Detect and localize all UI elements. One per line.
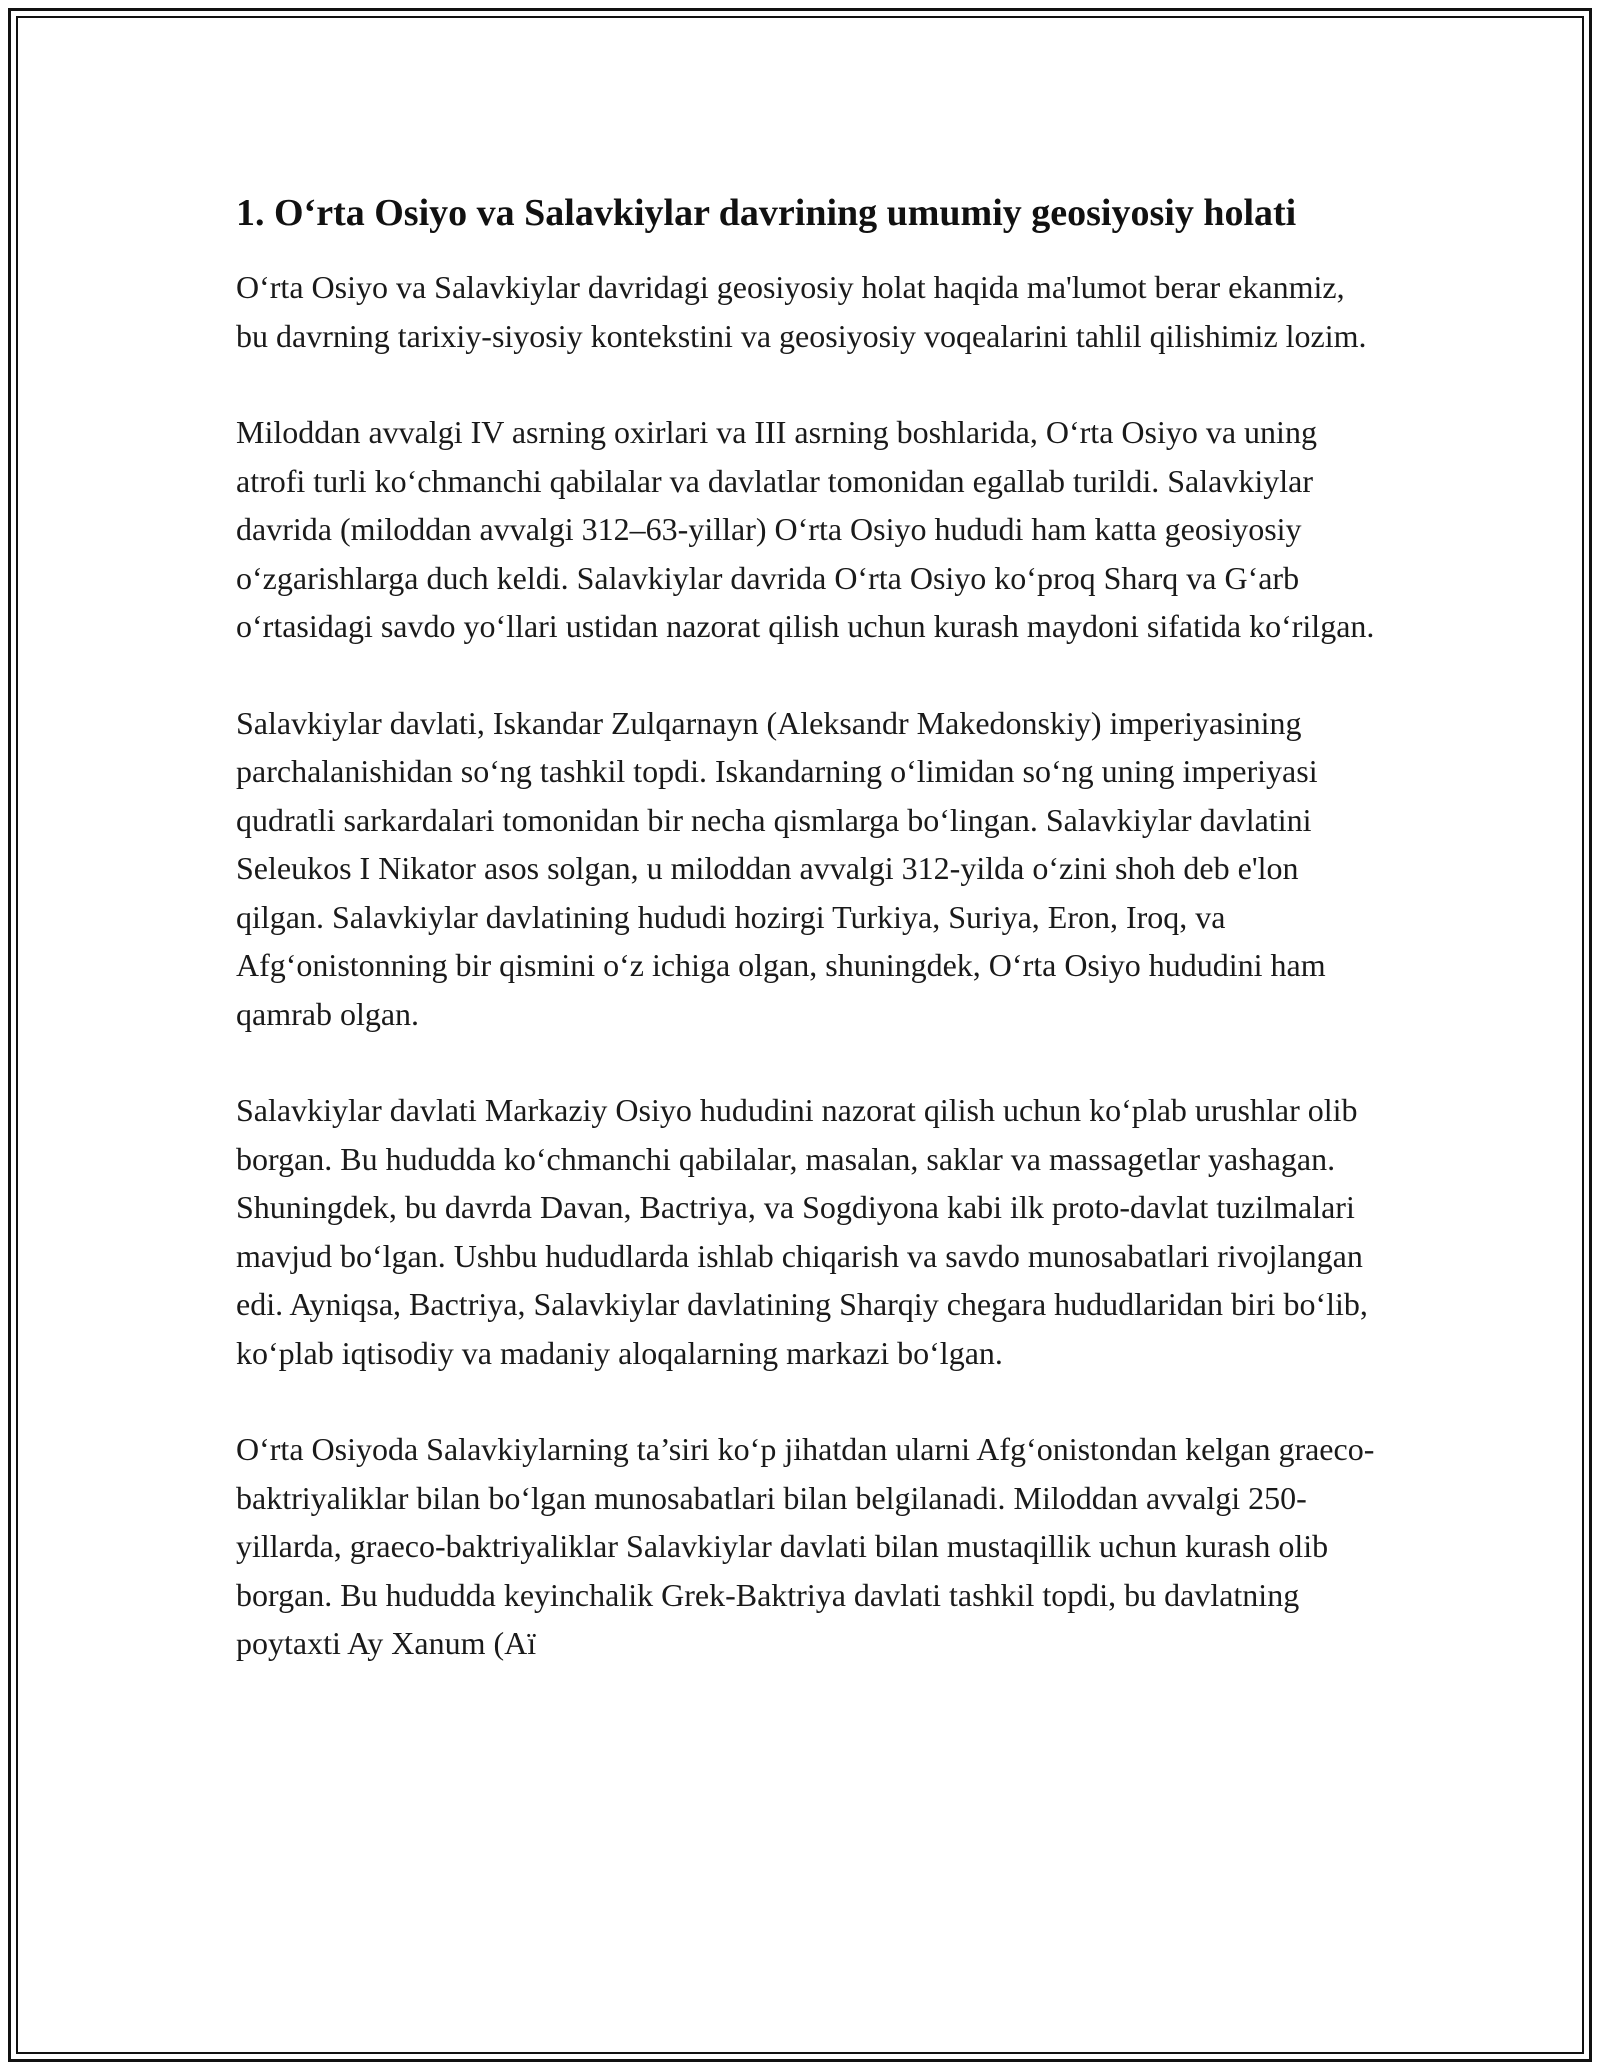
paragraph-intro: O‘rta Osiyo va Salavkiylar davridagi geosiyosiy holat haqida ma'lumot berar ekanmiz, bu davrning tarixiy-siyosiy kontekstini va geosiyosiy voqealarini tahlil qilishimiz lozim. bbox=[236, 269, 1367, 354]
paragraph-seleucid-state: Salavkiylar davlati, Iskandar Zulqarnayn (Aleksandr Makedonskiy) imperiyasining parchalanishidan so‘ng tashkil topdi. Iskandarning o‘limidan so‘ng uning imperiyasi qudratli sarkardalari tomonidan bir necha qismlarga bo‘lingan. Salavkiylar davlatini Seleukos I Nikator asos solgan, u miloddan avvalgi 312-yilda o‘zini shoh deb e'lon qilgan. Salavkiylar davlatining hududi hozirgi Turkiya, Suriya, Eron, Iroq, va Afg‘onistonning bir qismini o‘z ichiga olgan, shuningdek, O‘rta Osiyo hududini ham qamrab olgan. bbox=[236, 704, 1326, 1032]
paragraph-graeco-bactrians: O‘rta Osiyoda Salavkiylarning ta’siri ko‘p jihatdan ularni Afg‘onistondan kelgan graeco-baktriyaliklar bilan bo‘lgan munosabatlari bilan belgilanadi. Miloddan avvalgi 250-yillarda, graeco-baktriyaliklar Salavkiylar davlati bilan mustaqillik uchun kurash olib borgan. Bu hududda keyinchalik Grek-Baktriya davlati tashkil topdi, bu davlatning poytaxti Ay Xanum (Aï bbox=[236, 1431, 1375, 1661]
document-page bbox=[236, 186, 1376, 1716]
section-title: 1. O‘rta Osiyo va Salavkiylar davrining umumiy geosiyosiy holati bbox=[236, 192, 1297, 234]
paragraph-seleucid-period: Miloddan avvalgi IV asrning oxirlari va III asrning boshlarida, O‘rta Osiyo va uning atrofi turli ko‘chmanchi qabilalar va davlatlar tomonidan egallab turildi. Salavkiylar davrida (miloddan avvalgi 312–63-yillar) O‘rta Osiyo hududi ham katta geosiyosiy o‘zgarishlarga duch keldi. Salavkiylar davrida O‘rta Osiyo ko‘proq Sharq va G‘arb o‘rtasidagi savdo yo‘llari ustidan nazorat qilish uchun kurash maydoni sifatida ko‘rilgan. bbox=[236, 414, 1375, 644]
paragraph-central-asia-control: Salavkiylar davlati Markaziy Osiyo hududini nazorat qilish uchun ko‘plab urushlar olib borgan. Bu hududda ko‘chmanchi qabilalar, masalan, saklar va massagetlar yashagan. Shuningdek, bu davrda Davan, Bactriya, va Sogdiyona kabi ilk proto-davlat tuzilmalari mavjud bo‘lgan. Ushbu hududlarda ishlab chiqarish va savdo munosabatlari rivojlangan edi. Ayniqsa, Bactriya, Salavkiylar davlatining Sharqiy chegara hududlaridan biri bo‘lib, ko‘plab iqtisodiy va madaniy aloqalarning markazi bo‘lgan. bbox=[236, 1092, 1368, 1371]
